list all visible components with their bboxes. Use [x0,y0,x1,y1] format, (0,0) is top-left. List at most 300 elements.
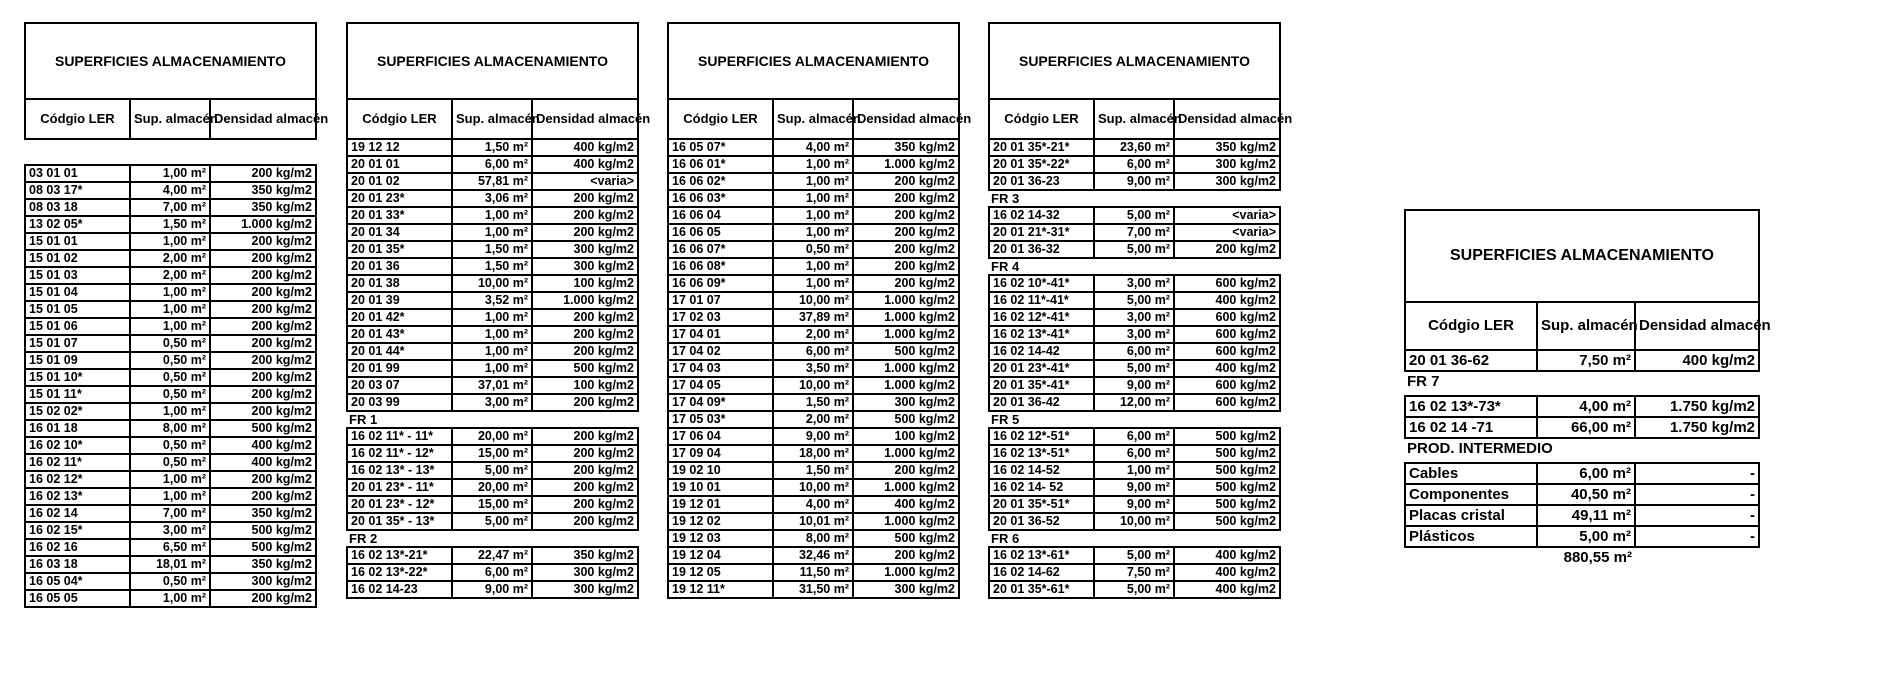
cell-code: 20 01 23* - 11* [347,479,452,496]
table-row [989,479,1280,496]
table-row [989,207,1280,224]
cell-density: 1.000 kg/m2 [853,513,959,530]
cell-density: 1.000 kg/m2 [853,292,959,309]
cell-code: 19 12 03 [668,530,773,547]
cell-density: 200 kg/m2 [532,479,638,496]
total-row [1405,547,1759,567]
cell-area: 9,00 m² [1094,377,1174,394]
table-row [1405,350,1759,371]
table-row [989,139,1280,156]
cell-density: 300 kg/m2 [532,258,638,275]
cell-density: 200 kg/m2 [210,165,316,182]
table-row [347,428,638,445]
column-header-row [25,99,316,139]
cell-code: 16 02 16 [25,539,130,556]
cell-code: 16 06 05 [668,224,773,241]
table-row [1405,505,1759,526]
cell-density: 350 kg/m2 [210,505,316,522]
cell-code: 20 01 33* [347,207,452,224]
cell-density: 200 kg/m2 [210,301,316,318]
table-row [347,513,638,530]
cell-density: 200 kg/m2 [210,267,316,284]
table-row [989,564,1280,581]
table-row [668,377,959,394]
cell-code: 16 02 13* [25,488,130,505]
cell-area: 1,00 m² [773,224,853,241]
table-row [25,590,316,607]
table-row [25,165,316,182]
table-row [25,335,316,352]
cell-density: 200 kg/m2 [853,190,959,207]
table-row [347,224,638,241]
table-row [347,309,638,326]
cell-area: 15,00 m² [452,445,532,462]
section-row [1405,371,1759,391]
section-label: FR 1 [349,412,378,427]
table-title: SUPERFICIES ALMACENAMIENTO [989,23,1280,99]
cell-density: 1.000 kg/m2 [853,326,959,343]
column-header-code: Códgio LER [668,99,773,139]
column-header-code: Códgio LER [347,99,452,139]
cell-code: 20 01 36-42 [989,394,1094,411]
cell-code: 20 01 36-52 [989,513,1094,530]
cell-area: 5,00 m² [1094,241,1174,258]
cell-density: 300 kg/m2 [853,394,959,411]
cell-area: 0,50 m² [130,386,210,403]
cell-code: Cables [1405,463,1537,484]
cell-area: 6,50 m² [130,539,210,556]
cell-area: 8,00 m² [773,530,853,547]
cell-code: 16 02 12* [25,471,130,488]
cell-area: 6,00 m² [452,156,532,173]
column-header-row [347,99,638,139]
cell-density: 500 kg/m2 [853,343,959,360]
cell-code: 20 01 99 [347,360,452,377]
cell-density: 200 kg/m2 [532,445,638,462]
cell-code: 16 06 04 [668,207,773,224]
cell-density: 200 kg/m2 [210,590,316,607]
cell-density: 350 kg/m2 [210,182,316,199]
cell-density: 200 kg/m2 [853,258,959,275]
cell-density: 600 kg/m2 [1174,377,1280,394]
cell-density: 300 kg/m2 [210,573,316,590]
cell-code: Plásticos [1405,526,1537,547]
table-row [668,343,959,360]
cell-density: - [1635,484,1759,505]
cell-density: 200 kg/m2 [210,488,316,505]
cell-density: 500 kg/m2 [1174,479,1280,496]
table-row [347,394,638,411]
table-row [668,547,959,564]
cell-code: 16 02 14-52 [989,462,1094,479]
table-row [25,318,316,335]
cell-density: 200 kg/m2 [210,403,316,420]
cell-density: - [1635,463,1759,484]
cell-area: 18,00 m² [773,445,853,462]
cell-density: 200 kg/m2 [532,343,638,360]
cell-density: 200 kg/m2 [210,250,316,267]
cell-area: 1,50 m² [130,216,210,233]
section-row [347,530,638,547]
cell-density: 300 kg/m2 [532,581,638,598]
cell-code: Placas cristal [1405,505,1537,526]
cell-density: 350 kg/m2 [1174,139,1280,156]
table-row [668,275,959,292]
cell-code: 16 06 07* [668,241,773,258]
title-row [989,23,1280,99]
table-title: SUPERFICIES ALMACENAMIENTO [25,23,316,99]
cell-area: 0,50 m² [130,335,210,352]
table-row [989,275,1280,292]
section-label: FR 2 [349,531,378,546]
column-header-area: Sup. almacén [452,99,532,139]
cell-density: 500 kg/m2 [210,420,316,437]
cell-area: 10,01 m² [773,513,853,530]
cell-area: 31,50 m² [773,581,853,598]
column-header-density: Densidad almacén [1635,302,1759,350]
table-row [347,173,638,190]
storage-table-2 [346,22,651,599]
section-label: FR 4 [991,259,1020,274]
table-row [25,488,316,505]
cell-density: 200 kg/m2 [853,207,959,224]
cell-code: 20 01 23*-41* [989,360,1094,377]
cell-area: 1,50 m² [452,258,532,275]
table-row [989,377,1280,394]
cell-code: 08 03 17* [25,182,130,199]
table-row [25,471,316,488]
cell-area: 1,00 m² [773,190,853,207]
cell-code: 19 12 11* [668,581,773,598]
cell-code: 16 02 13*-41* [989,326,1094,343]
cell-area: 3,00 m² [1094,326,1174,343]
header-spacer [25,139,316,154]
column-header-area: Sup. almacén [773,99,853,139]
cell-code: 15 01 09 [25,352,130,369]
cell-code: 15 01 06 [25,318,130,335]
column-header-area: Sup. almacén [130,99,210,139]
cell-area: 5,00 m² [1094,207,1174,224]
cell-density: 400 kg/m2 [210,437,316,454]
cell-density: 600 kg/m2 [1174,394,1280,411]
section-row [989,411,1280,428]
table-row [1405,417,1759,438]
cell-density: 1.000 kg/m2 [853,377,959,394]
table-row [347,445,638,462]
cell-code: 17 04 05 [668,377,773,394]
cell-code: 17 04 02 [668,343,773,360]
storage-table-1 [24,22,329,608]
table-row [668,224,959,241]
table-row [668,530,959,547]
table-title: SUPERFICIES ALMACENAMIENTO [1405,210,1759,302]
cell-density: 400 kg/m2 [1174,564,1280,581]
cell-area: 20,00 m² [452,479,532,496]
cell-area: 2,00 m² [130,250,210,267]
cell-area: 32,46 m² [773,547,853,564]
table-row [668,139,959,156]
cell-code: 19 02 10 [668,462,773,479]
cell-area: 4,00 m² [130,182,210,199]
table-row [25,420,316,437]
cell-code: 20 01 36-23 [989,173,1094,190]
table-row [668,360,959,377]
cell-code: 08 03 18 [25,199,130,216]
cell-area: 7,00 m² [130,199,210,216]
table-body [668,139,959,598]
cell-density: 200 kg/m2 [532,496,638,513]
table-header [1405,210,1771,350]
column-header-row [668,99,959,139]
cell-density: 200 kg/m2 [532,326,638,343]
cell-density: 200 kg/m2 [532,513,638,530]
cell-area: 1,00 m² [130,471,210,488]
table-row [347,190,638,207]
cell-code: 15 01 04 [25,284,130,301]
cell-code: 20 01 42* [347,309,452,326]
cell-code: 16 05 04* [25,573,130,590]
cell-density: 350 kg/m2 [853,139,959,156]
table-row [347,581,638,598]
cell-code: 19 12 02 [668,513,773,530]
cell-density: 200 kg/m2 [210,233,316,250]
table-row [25,233,316,250]
table-row [668,309,959,326]
cell-density: 500 kg/m2 [532,360,638,377]
cell-area: 1,00 m² [130,301,210,318]
cell-area: 1,50 m² [452,139,532,156]
cell-area: 15,00 m² [452,496,532,513]
table-row [25,352,316,369]
table-row [347,343,638,360]
cell-area: 1,50 m² [773,462,853,479]
cell-area: 0,50 m² [130,352,210,369]
cell-code: 19 12 05 [668,564,773,581]
cell-code: 16 02 14-32 [989,207,1094,224]
cell-code: 16 02 14- 52 [989,479,1094,496]
cell-code: 20 01 36-62 [1405,350,1537,371]
column-header-density: Densidad almacén [853,99,959,139]
table-row [668,207,959,224]
cell-density: 600 kg/m2 [1174,326,1280,343]
cell-density: <varia> [1174,207,1280,224]
cell-code: 15 02 02* [25,403,130,420]
cell-area: 3,00 m² [452,394,532,411]
cell-code: 16 02 12*-51* [989,428,1094,445]
cell-code: 15 01 01 [25,233,130,250]
table-row [989,224,1280,241]
table-row [347,139,638,156]
cell-area: 10,00 m² [773,292,853,309]
title-row [1405,210,1759,302]
table-row [668,564,959,581]
table-title: SUPERFICIES ALMACENAMIENTO [347,23,638,99]
cell-code: 16 01 18 [25,420,130,437]
table-row [25,301,316,318]
cell-density: 100 kg/m2 [532,275,638,292]
cell-code: 16 02 10* [25,437,130,454]
cell-density: 200 kg/m2 [853,224,959,241]
total-empty [1635,547,1759,567]
table-row [1405,526,1759,547]
cell-code: 17 06 04 [668,428,773,445]
cell-density: 200 kg/m2 [210,335,316,352]
cell-density: 500 kg/m2 [210,522,316,539]
cell-density: 100 kg/m2 [532,377,638,394]
cell-area: 5,00 m² [1537,526,1635,547]
table-row [1405,463,1759,484]
table-row [347,360,638,377]
cell-density: 600 kg/m2 [1174,343,1280,360]
section-row [989,190,1280,207]
column-header-code: Códgio LER [989,99,1094,139]
table-row [668,326,959,343]
cell-code: 16 05 07* [668,139,773,156]
cell-density: 300 kg/m2 [853,581,959,598]
cell-area: 40,50 m² [1537,484,1635,505]
table-title: SUPERFICIES ALMACENAMIENTO [668,23,959,99]
column-header-density: Densidad almacén [1174,99,1280,139]
section-row [1405,438,1759,458]
cell-code: 20 01 23* - 12* [347,496,452,513]
table-row [668,581,959,598]
cell-code: 15 01 10* [25,369,130,386]
cell-density: <varia> [1174,224,1280,241]
cell-area: 37,89 m² [773,309,853,326]
cell-area: 1,00 m² [130,233,210,250]
cell-density: 500 kg/m2 [1174,462,1280,479]
table-row [25,267,316,284]
cell-code: 20 01 35*-21* [989,139,1094,156]
cell-area: 66,00 m² [1537,417,1635,438]
cell-area: 1,00 m² [452,326,532,343]
table-row [347,241,638,258]
storage-table-3 [667,22,972,599]
table-row [347,326,638,343]
cell-code: 17 04 01 [668,326,773,343]
section-label: FR 5 [991,412,1020,427]
cell-density: 400 kg/m2 [1174,292,1280,309]
cell-density: 200 kg/m2 [210,284,316,301]
cell-area: 7,50 m² [1537,350,1635,371]
table-header [347,23,651,139]
section-row [989,258,1280,275]
table-row [668,496,959,513]
table-row [668,292,959,309]
cell-code: 15 01 07 [25,335,130,352]
table-row [25,573,316,590]
cell-area: 5,00 m² [1094,292,1174,309]
table-row [989,292,1280,309]
cell-density: 400 kg/m2 [532,139,638,156]
cell-code: 16 02 13*-73* [1405,396,1537,417]
cell-density: 500 kg/m2 [210,539,316,556]
cell-area: 9,00 m² [1094,173,1174,190]
cell-code: 20 01 35*-51* [989,496,1094,513]
cell-area: 1,00 m² [773,258,853,275]
table-row [1405,484,1759,505]
cell-code: 20 01 43* [347,326,452,343]
cell-area: 5,00 m² [452,462,532,479]
cell-density: 1.000 kg/m2 [853,156,959,173]
cell-area: 20,00 m² [452,428,532,445]
table-row [25,539,316,556]
column-header-density: Densidad almacén [532,99,638,139]
cell-code: 20 03 07 [347,377,452,394]
cell-area: 9,00 m² [452,581,532,598]
cell-code: 16 06 09* [668,275,773,292]
cell-density: 1.000 kg/m2 [853,309,959,326]
table-row [989,326,1280,343]
cell-code: 20 01 35* - 13* [347,513,452,530]
cell-density: 1.000 kg/m2 [853,479,959,496]
table-row [1405,396,1759,417]
section-row [347,411,638,428]
cell-density: 350 kg/m2 [210,199,316,216]
table-row [668,258,959,275]
cell-area: 9,00 m² [773,428,853,445]
cell-code: 16 02 14-62 [989,564,1094,581]
table-row [989,241,1280,258]
table-row [668,190,959,207]
cell-area: 1,00 m² [773,173,853,190]
cell-area: 2,00 m² [773,411,853,428]
cell-code: 19 12 04 [668,547,773,564]
table-row [989,309,1280,326]
cell-code: 16 05 05 [25,590,130,607]
cell-density: 200 kg/m2 [532,428,638,445]
cell-density: 200 kg/m2 [853,173,959,190]
cell-area: 1,00 m² [1094,462,1174,479]
storage-table-5 [1404,209,1771,567]
cell-code: 17 04 09* [668,394,773,411]
cell-area: 6,00 m² [1094,156,1174,173]
table-row [989,343,1280,360]
cell-area: 0,50 m² [130,573,210,590]
cell-area: 10,00 m² [773,377,853,394]
table-row [668,411,959,428]
cell-code: 16 02 13*-51* [989,445,1094,462]
table-row [989,581,1280,598]
cell-density: - [1635,526,1759,547]
cell-code: 15 01 02 [25,250,130,267]
table-row [668,428,959,445]
cell-code: 15 01 11* [25,386,130,403]
table-body [25,154,316,607]
table-row [989,445,1280,462]
cell-density: 600 kg/m2 [1174,309,1280,326]
cell-area: 1,00 m² [130,488,210,505]
table-row [347,207,638,224]
table-body [1405,350,1759,567]
cell-code: 17 04 03 [668,360,773,377]
cell-area: 23,60 m² [1094,139,1174,156]
cell-area: 22,47 m² [452,547,532,564]
table-row [989,394,1280,411]
cell-area: 6,00 m² [773,343,853,360]
cell-code: 16 03 18 [25,556,130,573]
cell-code: 20 01 36-32 [989,241,1094,258]
cell-density: 300 kg/m2 [1174,156,1280,173]
cell-code: 16 06 08* [668,258,773,275]
table-row [989,173,1280,190]
cell-code: 03 01 01 [25,165,130,182]
cell-area: 6,00 m² [1094,428,1174,445]
cell-area: 1,00 m² [130,318,210,335]
cell-area: 0,50 m² [130,454,210,471]
cell-density: 500 kg/m2 [1174,513,1280,530]
cell-code: 16 06 03* [668,190,773,207]
